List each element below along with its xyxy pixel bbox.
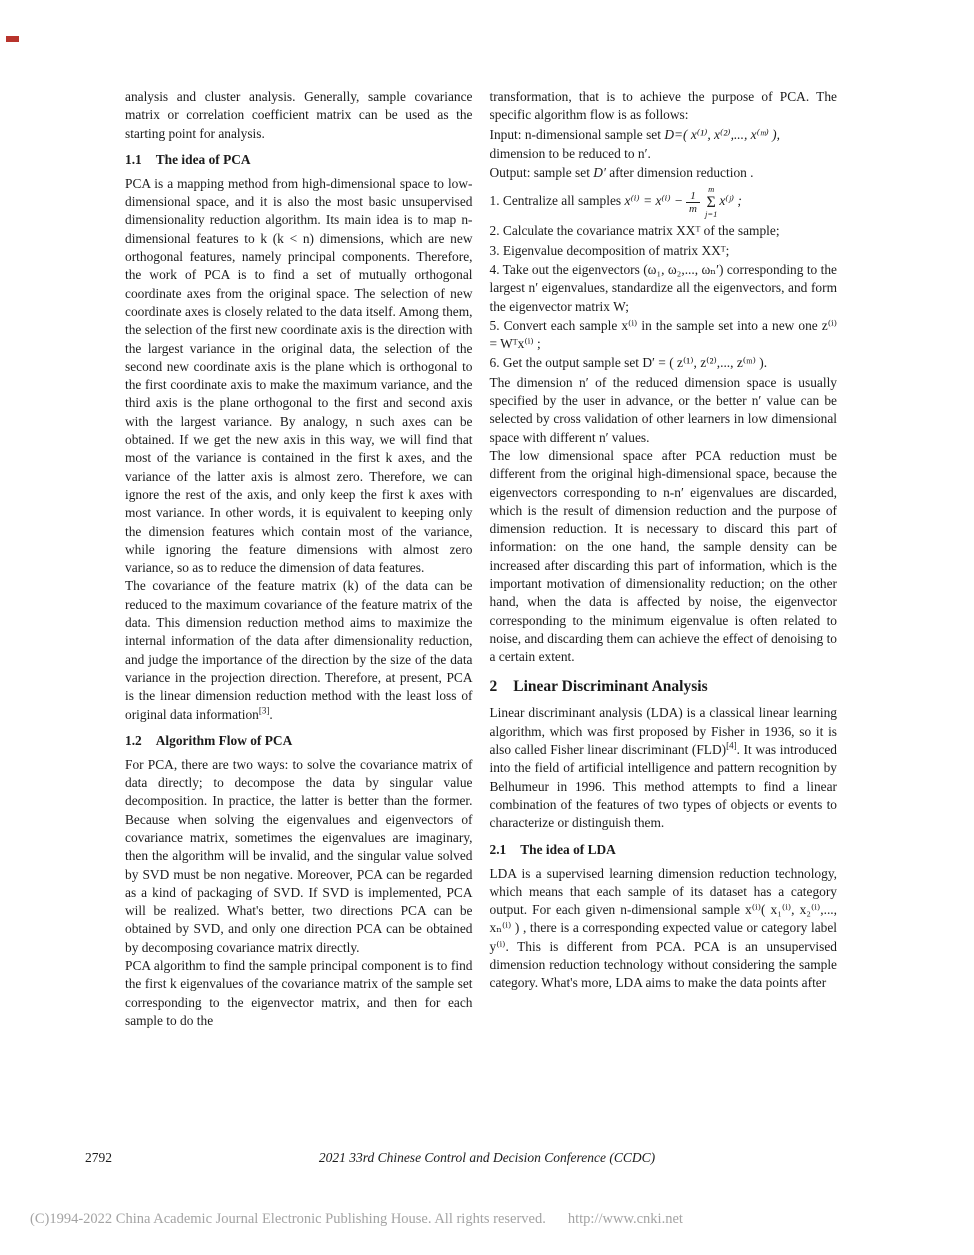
algo-step-5: 5. Convert each sample x⁽ⁱ⁾ in the sample set into a new one z⁽ⁱ⁾ = Wᵀx⁽ⁱ⁾ ; <box>489 317 837 352</box>
paragraph-text: Linear discriminant analysis (LDA) is a classical linear learning algorithm, which was first proposed by Fisher in 1936, so it is also called Fisher linear discriminant (FLD) <box>489 705 837 758</box>
sum-lower-limit: j=1 <box>705 209 718 220</box>
algo-step-4: 4. Take out the eigenvectors (ω₁, ω₂,..., ωₙ′) corresponding to the largest n′ eigenvalues, standardize all the eigenvectors, and form the eigenvector matrix W; <box>489 261 837 314</box>
centralize-formula-lhs: x⁽ⁱ⁾ = x⁽ⁱ⁾ − <box>624 193 684 209</box>
paragraph-text: The covariance of the feature matrix (k) of the data can be reduced to the maximum covariance of the feature matrix of the data. This dimension reduction method aims to maximize the internal information of the data after dimensionality reduction, and judge the importance of the direction by the size of the data variance in the projection direction. Therefore, at present, PCA is the linear dimension reduction method with the least loss of original data information <box>125 578 473 722</box>
algo-output-set: D′ <box>593 165 606 181</box>
paragraph-covariance <box>125 577 473 723</box>
pca-algorithm-block <box>490 126 838 373</box>
heading-section-1-1 <box>125 152 473 168</box>
paragraph-text: . <box>269 706 273 722</box>
algo-step-2: 2. Calculate the covariance matrix XXᵀ of the sample; <box>489 223 780 239</box>
page-footer <box>0 1150 974 1166</box>
conference-title: 2021 33rd Chinese Control and Decision Conference (CCDC) <box>318 1150 656 1165</box>
heading-number: 2 <box>489 678 498 696</box>
left-column <box>125 88 473 1030</box>
heading-section-2-1 <box>490 842 838 858</box>
fraction-one-over-m <box>686 190 700 215</box>
heading-number: 1.2 <box>125 732 142 748</box>
sigma-symbol: Σ <box>706 193 716 211</box>
centralize-formula-rhs: x⁽ʲ⁾ ; <box>719 193 742 209</box>
fraction-denominator: m <box>686 202 700 215</box>
algo-step-6: 6. Get the output sample set D′ = ( z⁽¹⁾, z⁽²⁾,..., z⁽ᵐ⁾ ). <box>489 355 768 371</box>
heading-title: The idea of PCA <box>155 151 251 167</box>
algo-step-3: 3. Eigenvalue decomposition of matrix XXᵀ; <box>489 242 730 258</box>
summation-operator <box>705 185 717 219</box>
heading-number: 2.1 <box>489 841 507 857</box>
paragraph-pca-algorithm-intro: PCA algorithm to find the sample principal component is to find the first k eigenvalues of the covariance matrix of the sample set corresponding to the eigenvector matrix, and then for each sample to do the <box>125 958 473 1028</box>
heading-number: 1.1 <box>125 151 142 167</box>
citation-ref-4: [4] <box>726 740 737 751</box>
algo-output-label: Output: sample set <box>489 165 590 181</box>
paragraph-pca-idea: PCA is a mapping method from high-dimensional space to low-dimensional space, and it is also the most basic unsupervised dimensionality reduction algorithm. Its main idea is to map n-dimensional features to k (k < n) dimensions, which are new orthogonal features, namely principal components. Therefore, the work of PCA is to find a set of mutually orthogonal coordinate axes from the original space. The selection of new coordinate axes is closely related to the data itself. Among them, the selection of the first new coordinate axis is the direction with the largest variance in the original data, the selection of the second new coordinate axis is the plane which is orthogonal to the first coordinate axis to make the maximum variance, and the third axis is the plane orthogonal to the first and second axis with the largest variance. By analogy, n such axes can be obtained. If we get the new axis in this way, we will find that most of the variance is contained in the first k axes, and the variance of the latter axis is almost zero. Therefore, we can ignore the rest of the axis, and only keep the first k axes with most variance. In other words, it is equivalent to keeping only the dimension features which contain most of the variance, while ignoring the feature dimensions with almost zero variance, so as to reduce the dimension of data features. <box>125 175 473 576</box>
algo-dimension-line: dimension to be reduced to n′. <box>489 145 651 161</box>
algo-input-label: Input: n-dimensional sample set <box>489 126 661 142</box>
citation-ref-3: [3] <box>258 705 270 716</box>
algo-output-tail: after dimension reduction . <box>609 165 754 181</box>
page-number: 2792 <box>85 1150 112 1165</box>
heading-title: The idea of LDA <box>520 841 616 857</box>
paper-content <box>125 88 837 1030</box>
paragraph-transformation: transformation, that is to achieve the purpose of PCA. The specific algorithm flow is as follows: <box>489 89 837 123</box>
watermark <box>30 1211 683 1228</box>
algo-output-line <box>490 164 838 182</box>
algo-step-1 <box>490 185 838 219</box>
paragraph-low-dimensional-space: The low dimensional space after PCA reduction must be different from the original high-dimensional space, because the eigenvectors corresponding to n-n′ eigenvalues are discarded, which is the result of dimension reduction and the purpose of dimension reduction. It is necessary to discard this part of information: on the one hand, the sample density can be increased after discarding this part of information, which is the important motivation of dimensionality reduction; on the other hand, when the data is affected by noise, the eigenvector corresponding to the minimum eigenvalue is often related to noise, and discarding them can achieve the effect of denoising to a certain extent. <box>489 447 837 665</box>
sum-upper-limit: m <box>708 184 715 195</box>
right-column <box>490 88 838 1030</box>
heading-section-1-2 <box>125 733 473 749</box>
paragraph-svd: For PCA, there are two ways: to solve the covariance matrix of data directly; to decompose the data by singular value decomposition. In practice, the latter is better than the former. Because when solving the eigenvalues and eigenvectors of covariance matrix, sometimes the eigenvalues are imaginary, then the algorithm will be invalid, and the singular value solved by SVD must be non negative. Moreover, PCA can be regarded as a kind of packaging of SVD. If SVD is implemented, PCA will be realized. What's better, two directions PCA can be obtained by SVD, and only one direction PCA can be obtained by decomposing covariance matrix directly. <box>125 756 473 955</box>
heading-title: Linear Discriminant Analysis <box>513 678 708 696</box>
algo-input-line <box>490 126 838 144</box>
copyright-text: (C)1994-2022 China Academic Journal Electronic Publishing House. All rights reserved. <box>30 1211 546 1227</box>
paragraph-continuation: analysis and cluster analysis. Generally, sample covariance matrix or correlation coefficient matrix can be used as the starting point for analysis. <box>125 89 473 141</box>
paragraph-lda-intro <box>490 704 838 832</box>
algo-input-formula: D=( x⁽¹⁾, x⁽²⁾,..., x⁽ᵐ⁾ ), <box>664 126 780 142</box>
fraction-numerator: 1 <box>690 189 696 202</box>
heading-section-2 <box>490 678 838 696</box>
scan-artifact-mark <box>6 36 19 42</box>
paragraph-lda-idea: LDA is a supervised learning dimension reduction technology, which means that each sample of its dataset has a category output. For each given n-dimensional sample x⁽ⁱ⁾( x₁⁽ⁱ⁾, x₂⁽ⁱ⁾,..., xₙ⁽ⁱ⁾ ) , there is a corresponding expected value or category label y⁽ⁱ⁾. This is different from PCA. PCA is an unsupervised dimension reduction technology without considering the sample category. What's more, LDA aims to make the data points after <box>489 865 837 991</box>
heading-title: Algorithm Flow of PCA <box>155 732 293 748</box>
step-text: 1. Centralize all samples <box>489 193 622 209</box>
paragraph-text: . It was introduced into the field of artificial intelligence and pattern recognition by Belhumeur in 1996. This method attempts to find a linear combination of the features of two types of objects or events to characterize or distinguish them. <box>489 742 837 831</box>
watermark-url: http://www.cnki.net <box>567 1211 683 1227</box>
paragraph-dimension-choice: The dimension n′ of the reduced dimension space is usually specified by the user in advance, or the better n′ value can be selected by cross validation of other learners in low dimensional space with different n′ values. <box>489 374 837 445</box>
